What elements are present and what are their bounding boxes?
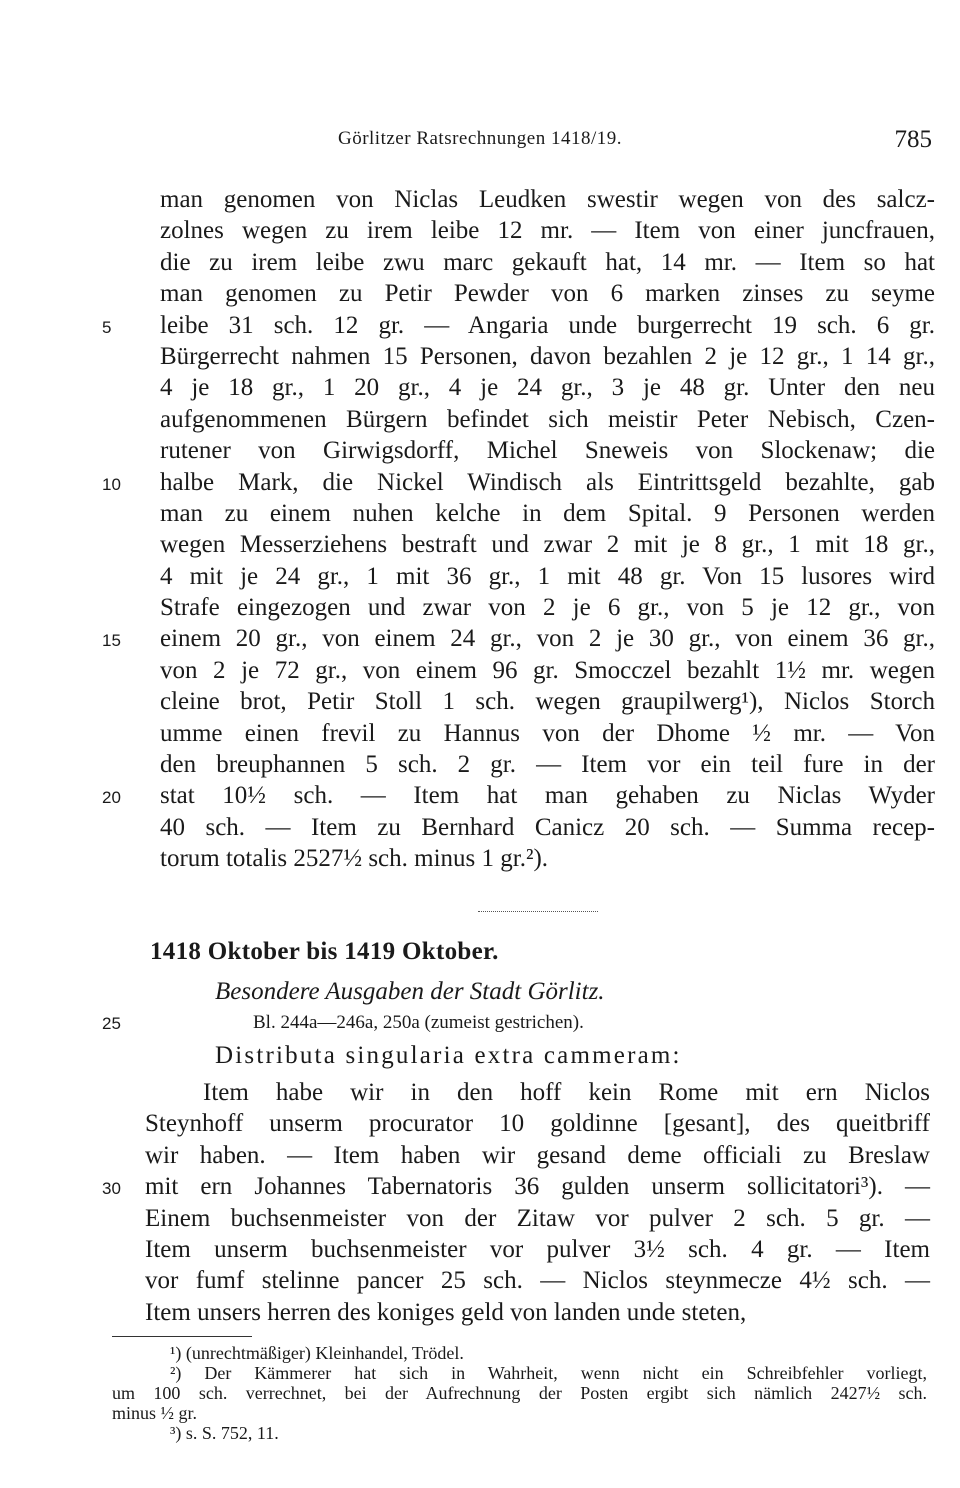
- line-text: Einem buchsenmeister von der Zitaw vor pulver 2 sch. 5 gr. —: [145, 1204, 930, 1232]
- line-text: umme einen frevil zu Hannus von der Dhome ½ mr. — Von: [160, 719, 935, 747]
- text-line: [102, 310, 935, 341]
- text-line: [160, 592, 935, 623]
- line-text: zolnes wegen zu irem leibe 12 mr. — Item von einer juncfrauen,: [160, 217, 935, 245]
- footnote-rule: [112, 1336, 252, 1337]
- line-text: rutener von Girwigsdorff, Michel Sneweis von Slockenaw; die: [160, 437, 935, 465]
- text-line: [160, 435, 935, 466]
- distributa-heading: Distributa singularia extra cammeram:: [215, 1042, 682, 1069]
- text-line: [102, 467, 935, 498]
- text-line: [160, 843, 935, 874]
- text-line: [145, 1077, 930, 1108]
- section-2-text: [102, 1077, 930, 1328]
- section-separator: [478, 911, 598, 912]
- section-heading: 1418 Oktober bis 1419 Oktober.: [150, 938, 499, 965]
- text-line: [102, 1171, 930, 1202]
- text-line: [145, 1108, 930, 1139]
- text-line: [160, 498, 935, 529]
- text-line: [145, 1140, 930, 1171]
- line-text: stat 10½ sch. — Item hat man gehaben zu Niclas Wyder: [160, 782, 935, 810]
- line-text: torum totalis 2527½ sch. minus 1 gr.²).: [160, 845, 549, 873]
- line-text: von 2 je 72 gr., von einem 96 gr. Smocczel bezahlt 1½ mr. wegen: [160, 656, 935, 684]
- text-line: [160, 749, 935, 780]
- line-text: einem 20 gr., von einem 24 gr., von 2 je 30 gr., von einem 36 gr.,: [160, 625, 935, 653]
- line-number: 5: [102, 317, 112, 337]
- text-line: [160, 341, 935, 372]
- text-line: [160, 215, 935, 246]
- line-text: Item unsers herren des koniges geld von landen unde steten,: [145, 1298, 747, 1326]
- line-text: aufgenommenen Bürgern befindet sich meistir Peter Nebisch, Czen-: [160, 405, 935, 433]
- text-line: [160, 278, 935, 309]
- line-text: Bürgerrecht nahmen 15 Personen, davon bezahlen 2 je 12 gr., 1 14 gr.,: [160, 342, 935, 370]
- line-text: man genomen von Niclas Leudken swestir wegen von des salcz-: [160, 186, 935, 213]
- text-line: [160, 812, 935, 843]
- line-text: 4 je 18 gr., 1 20 gr., 4 je 24 gr., 3 je 48 gr. Unter den neu: [160, 374, 935, 402]
- line-text: Strafe eingezogen und zwar von 2 je 6 gr., von 5 je 12 gr., von: [160, 594, 935, 622]
- line-number: 25: [102, 1014, 121, 1033]
- line-text: die zu irem leibe zwu marc gekauft hat, 14 mr. — Item so hat: [160, 248, 935, 276]
- line-text: man genomen zu Petir Pewder von 6 marken zinses zu seyme: [160, 280, 935, 308]
- line-text: Item unserm buchsenmeister vor pulver 3½ sch. 4 gr. — Item: [145, 1235, 930, 1263]
- line-text: wegen Messerziehens bestraft und zwar 2 mit je 8 gr., 1 mit 18 gr.,: [160, 531, 935, 559]
- footnote-line: um 100 sch. verrechnet, bei der Aufrechnung der Posten ergibt sich nämlich 2427½ sch.: [112, 1383, 927, 1403]
- line-text: den breuphannen 5 sch. 2 gr. — Item vor ein teil fure in der: [160, 751, 935, 779]
- line-text: leibe 31 sch. 12 gr. — Angaria unde burgerrecht 19 sch. 6 gr.: [160, 311, 935, 339]
- footnote-line: ²) Der Kämmerer hat sich in Wahrheit, wenn nicht ein Schreibfehler vorliegt,: [170, 1363, 927, 1383]
- line-text: cleine brot, Petir Stoll 1 sch. wegen graupilwerg¹), Niclos Storch: [160, 688, 935, 716]
- folio-reference: Bl. 244a—246a, 250a (zumeist gestrichen).: [253, 1012, 584, 1033]
- footnote-line: ³) s. S. 752, 11.: [170, 1423, 279, 1443]
- line-number: 30: [102, 1179, 121, 1199]
- footnote-line: ¹) (unrechtmäßiger) Kleinhandel, Trödel.: [170, 1343, 464, 1363]
- text-line: [160, 404, 935, 435]
- line-text: 4 mit je 24 gr., 1 mit 36 gr., 1 mit 48 gr. Von 15 lusores wird: [160, 562, 935, 590]
- text-line: [160, 372, 935, 403]
- line-text: 40 sch. — Item zu Bernhard Canicz 20 sch. — Summa recep-: [160, 813, 935, 841]
- text-line: [145, 1234, 930, 1265]
- text-line: [102, 623, 935, 654]
- footnote-line: minus ½ gr.: [112, 1403, 198, 1423]
- text-line: [160, 247, 935, 278]
- section-subheading: Besondere Ausgaben der Stadt Görlitz.: [215, 978, 605, 1005]
- text-line: [145, 1265, 930, 1296]
- section-1-text: [102, 184, 935, 875]
- text-line: [160, 655, 935, 686]
- page-number: 785: [894, 126, 932, 153]
- line-text: vor fumf stelinne pancer 25 sch. — Niclos steynmecze 4½ sch. —: [145, 1267, 930, 1295]
- text-line: [160, 184, 935, 215]
- line-number: 20: [102, 788, 121, 808]
- line-text: halbe Mark, die Nickel Windisch als Eintrittsgeld bezahlte, gab: [160, 468, 935, 496]
- running-head: Görlitzer Ratsrechnungen 1418/19.: [337, 128, 622, 149]
- text-line: [160, 718, 935, 749]
- text-line: [145, 1297, 930, 1328]
- text-line: [160, 529, 935, 560]
- footnotes: [112, 1343, 927, 1443]
- text-line: [160, 686, 935, 717]
- text-line: [160, 561, 935, 592]
- line-text: wir haben. — Item haben wir gesand deme officiali zu Breslaw: [145, 1141, 930, 1169]
- line-text: mit ern Johannes Tabernatoris 36 gulden unserm sollicitatori³). —: [145, 1173, 930, 1201]
- line-number: 10: [102, 474, 121, 494]
- line-text: Item habe wir in den hoff kein Rome mit ern Niclos: [203, 1079, 930, 1106]
- line-text: man zu einem nuhen kelche in dem Spital. 9 Personen werden: [160, 499, 935, 527]
- line-text: Steynhoff unserm procurator 10 goldinne [gesant], des queitbriff: [145, 1110, 930, 1138]
- text-line: [145, 1203, 930, 1234]
- text-line: [102, 780, 935, 811]
- line-number: 15: [102, 631, 121, 651]
